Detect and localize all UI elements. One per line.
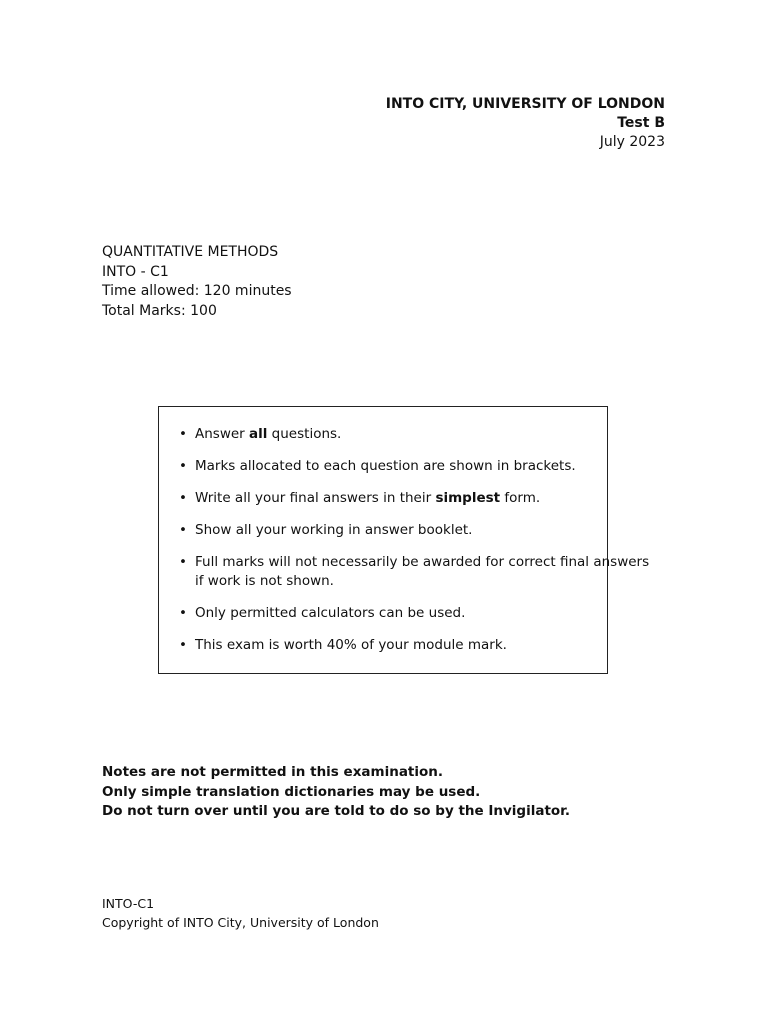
instruction-text: This exam is worth 40% of your module mark. [195, 637, 507, 653]
instruction-text: Answer [195, 426, 250, 442]
instruction-text: Write all your final answers in their [195, 490, 436, 506]
exam-notes [102, 763, 570, 822]
instruction-text: if work is not shown. [195, 573, 334, 589]
instruction-text: Full marks will not necessarily be awarded for correct final answers [195, 554, 650, 570]
bullet-icon: • [179, 522, 187, 538]
instructions-box [158, 406, 650, 674]
instruction-emphasis: all [249, 426, 268, 442]
instruction-item [179, 425, 619, 444]
course-title: QUANTITATIVE METHODS [102, 244, 279, 260]
instruction-text: Show all your working in answer booklet. [195, 522, 473, 538]
page-footer [102, 894, 379, 932]
institution-name: INTO CITY, UNIVERSITY OF LONDON [385, 96, 665, 112]
instruction-item [179, 604, 619, 623]
bullet-icon: • [179, 490, 187, 506]
course-info [102, 243, 292, 321]
instruction-item [179, 457, 619, 476]
bullet-icon: • [179, 637, 187, 653]
instruction-text: form. [500, 490, 541, 506]
test-label: Test B [617, 115, 665, 131]
instruction-text: Marks allocated to each question are shown in brackets. [195, 458, 576, 474]
instruction-text: questions. [267, 426, 342, 442]
bullet-icon: • [179, 426, 187, 442]
instruction-item [179, 489, 619, 508]
instruction-text: Only permitted calculators can be used. [195, 605, 466, 621]
instruction-item [179, 553, 650, 591]
exam-date: July 2023 [599, 134, 665, 150]
instruction-emphasis: simplest [435, 490, 501, 506]
bullet-icon: • [179, 554, 187, 570]
instruction-item [179, 636, 619, 655]
note-line: Do not turn over until you are told to do so by the Invigilator. [102, 803, 571, 819]
course-code: INTO - C1 [102, 263, 169, 280]
instructions-list [179, 425, 650, 668]
footer-code: INTO-C1 [102, 896, 155, 911]
footer-copyright: Copyright of INTO City, University of London [102, 915, 379, 930]
instruction-item [179, 521, 619, 540]
bullet-icon: • [179, 605, 187, 621]
total-marks: Total Marks: 100 [102, 302, 217, 319]
note-line: Only simple translation dictionaries may be used. [102, 783, 481, 800]
exam-header [386, 95, 665, 152]
note-line: Notes are not permitted in this examination. [102, 764, 444, 780]
bullet-icon: • [179, 458, 187, 474]
time-allowed: Time allowed: 120 minutes [102, 283, 292, 299]
